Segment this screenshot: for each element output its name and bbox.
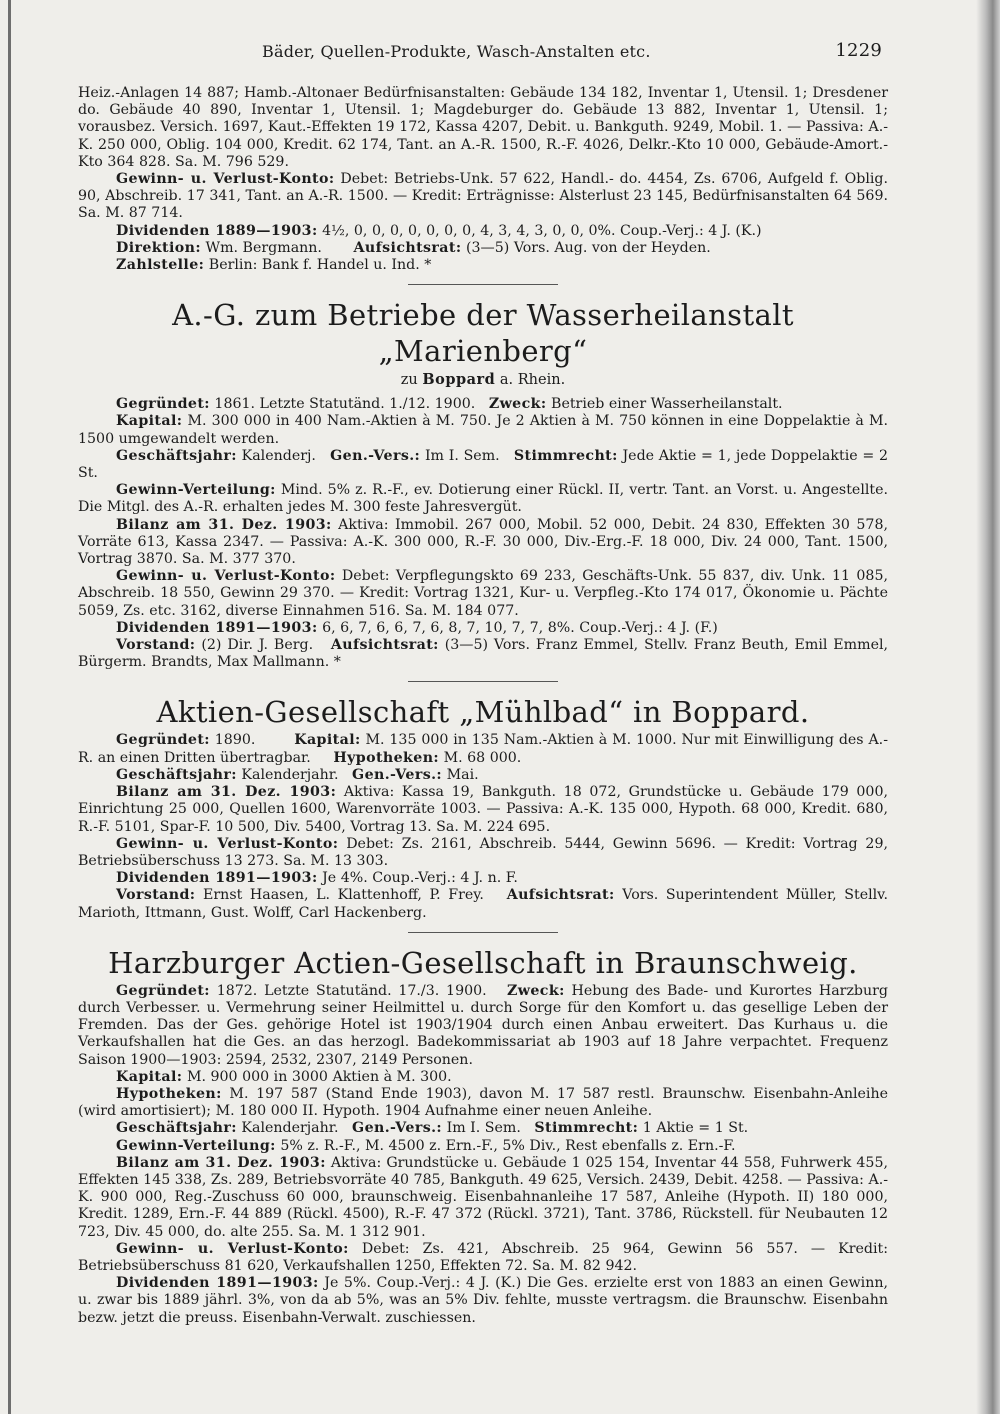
mortgages-label: Hypotheken: (333, 749, 440, 766)
dividends-label: Dividenden 1891—1903: (116, 870, 318, 887)
dividends-paragraph (78, 223, 888, 240)
location-prefix: zu (400, 372, 418, 389)
company-location (78, 371, 888, 388)
capital-text: M. 900 000 in 3000 Aktien à M. 300. (186, 1068, 452, 1085)
board-text: Ernst Haasen, L. Klattenhoff, P. Frey. (203, 887, 484, 904)
location-place: Boppard (422, 371, 496, 389)
dividends-paragraph (78, 870, 888, 887)
general-meeting-label: Gen.-Vers.: (352, 1120, 443, 1137)
supervisory-board-label: Aufsichtsrat: (506, 887, 615, 904)
profit-distribution-label: Gewinn-Verteilung: (116, 1137, 276, 1154)
purpose-text: Hebung des Bade- und Kurortes Harzburg durch Verbesser. u. Vermehrung seiner Heilmittel u. durch Sorge für den Komfort u. das gesellige Leben der Fremden. Das der Ges. gehörige Hotel ist 1903/1904 durch einen Anbau erweitert. Das Kurhaus u. die Verkaufshallen hat die Ges. an das herzogl. Badekommissariat ab 1903 auf 18 Jahre verpachtet. Frequenz Saison 1900—1903: 2594, 2532, 2307, 2149 Personen. (78, 982, 889, 1068)
fiscal-year-paragraph (78, 767, 888, 784)
voting-right-text: Jede Aktie = 1, jede Doppelaktie = 2 St. (78, 447, 889, 482)
board-paragraph (78, 637, 888, 671)
board-label: Vorstand: (116, 637, 196, 654)
general-meeting-text: Im I. Sem. (424, 447, 500, 464)
directorate-label: Direktion: (116, 239, 201, 256)
fiscal-year-paragraph (78, 448, 888, 482)
dividends-paragraph (78, 1275, 888, 1327)
paying-agent-label: Zahlstelle: (116, 257, 205, 274)
profit-distribution-paragraph (78, 1138, 888, 1155)
dividends-label: Dividenden 1889—1903: (116, 222, 318, 239)
page-body (78, 85, 888, 1327)
profit-loss-label: Gewinn- u. Verlust-Konto: (116, 568, 336, 585)
supervisory-board-text: Vors. Superintendent Müller, Stellv. Marioth, Ittmann, Gust. Wolff, Carl Hackenberg. (78, 887, 889, 921)
founded-text: 1890. (214, 732, 256, 749)
capital-label: Kapital: (116, 1068, 183, 1085)
fiscal-year-label: Geschäftsjahr: (116, 447, 237, 464)
fiscal-year-text: Kalenderjahr. (241, 1120, 339, 1137)
page-number: 1229 (835, 40, 882, 61)
entry-marienberg (78, 297, 888, 671)
entry-muehlbad (78, 694, 888, 921)
page-left-rule (8, 0, 11, 1414)
general-meeting-text: Mai. (446, 766, 479, 783)
founded-paragraph (78, 732, 888, 766)
supervisory-board-label: Aufsichtsrat: (353, 239, 462, 256)
mortgages-text: M. 197 587 (Stand Ende 1903), davon M. 17 587 restl. Braunschw. Eisenbahn-Anleihe (wird amortisiert); M. 180 000 II. Hypoth. 1904 Aufnahme einer neuen Anleihe. (78, 1085, 888, 1120)
founded-label: Gegründet: (116, 732, 210, 749)
balance-paragraph (78, 517, 888, 569)
profit-loss-paragraph (78, 836, 888, 870)
balance-label: Bilanz am 31. Dez. 1903: (116, 1154, 326, 1171)
balance-text: Aktiva: Immobil. 267 000, Mobil. 52 000, Debit. 24 830, Effekten 30 578, Vorräte 613, Kassa 2347. — Passiva: A.-K. 300 000, R.-F. 30 000, Div.-Erg.-F. 18 000, Div. 24 000, Tant. 1500, Vortrag 3870. Sa. M. 377 370. (78, 516, 888, 568)
balance-paragraph (78, 784, 888, 836)
company-title: A.-G. zum Betriebe der Wasserheilanstalt „Marienberg“ (172, 298, 794, 369)
balance-paragraph (78, 1155, 888, 1241)
profit-distribution-label: Gewinn-Verteilung: (116, 482, 276, 499)
board-paragraph (78, 887, 888, 921)
fiscal-year-label: Geschäftsjahr: (116, 766, 237, 783)
profit-distribution-text: Mind. 5% z. R.-F., ev. Dotierung einer Rückl. II, vertr. Tant. an Vorst. u. Angestellte. Die Mitgl. des A.-R. erhalten jedes M. 300 feste Jahresvergüt. (78, 482, 888, 516)
balance-label: Bilanz am 31. Dez. 1903: (116, 516, 332, 533)
supervisory-board-text: (3—5) Vors. Franz Emmel, Stellv. Franz Beuth, Emil Emmel, Bürgerm. Brandts, Max Mallmann. * (78, 637, 889, 671)
profit-loss-paragraph (78, 171, 888, 223)
company-title: Harzburger Actien-Gesellschaft in Braunschweig. (108, 945, 858, 980)
dividends-text: 4½, 0, 0, 0, 0, 0, 0, 0, 4, 3, 4, 3, 0, 0, 0%. Coup.-Verj.: 4 J. (K.) (322, 222, 762, 239)
purpose-label: Zweck: (507, 982, 565, 999)
directorate-text: Wm. Bergmann. (205, 239, 322, 256)
balance-continuation: Heiz.-Anlagen 14 887; Hamb.-Altonaer Bedürfnisanstalten: Gebäude 134 182, Inventar 1, Utensil. 1; Dresdener do. Gebäude 40 890, Inventar 1, Utensil. 1; Magdeburger do. Gebäude 13 882, Inventar 1, Utensil. 1; vorausbez. Versich. 1697, Kaut.-Effekten 19 172, Kassa 4207, Debit. u. Bankguth. 9249, Mobil. 1. — Passiva: A.-K. 250 000, Oblig. 104 000, Kredit. 62 174, Tant. an A.-R. 1500, R.-F. 4026, Delkr.-Kto 10 000, Gebäude-Amort.-Kto 364 828. Sa. M. 796 529. (78, 85, 888, 170)
dividends-text: Je 5%. Coup.-Verj.: 4 J. (K.) Die Ges. erzielte erst von 1883 an einen Gewinn, u. zwar bis 1889 jährl. 3%, von da ab 5%, was an 5% Div. fehlte, musste vertragsm. die Braunschw. Eisenbahn bezw. jetzt die preuss. Eisenbahn-Verwalt. zuschiessen. (78, 1275, 888, 1326)
profit-loss-text: Debet: Zs. 2161, Abschreib. 5444, Gewinn 5696. — Kredit: Vortrag 29, Betriebsüberschuss 13 273. Sa. M. 13 303. (78, 835, 888, 869)
balance-text: Aktiva: Kassa 19, Bankguth. 18 072, Grundstücke u. Gebäude 179 000, Einrichtung 25 000, Quellen 1600, Warenvorräte 1003. — Passiva: A.-K. 135 000, Hypoth. 68 000, Kredit. 680, R.-F. 5101, Spar-F. 10 500, Div. 5400, Vortrag 13. Sa. M. 224 695. (78, 784, 888, 835)
section-divider (408, 284, 558, 285)
capital-text: M. 135 000 in 135 Nam.-Aktien à M. 1000. Nur mit Einwilligung des A.-R. an einen Dritten übertragbar. (78, 732, 888, 766)
entry-harzburger (78, 945, 888, 1327)
page-right-edge (976, 0, 1000, 1414)
founded-text: 1861. Letzte Statutänd. 1./12. 1900. (214, 396, 476, 413)
profit-loss-label: Gewinn- u. Verlust-Konto: (116, 1240, 349, 1257)
purpose-label: Zweck: (488, 396, 547, 413)
general-meeting-label: Gen.-Vers.: (352, 766, 443, 783)
entry-continued (78, 85, 888, 274)
founded-paragraph (78, 396, 888, 413)
balance-label: Bilanz am 31. Dez. 1903: (116, 784, 337, 801)
fiscal-year-label: Geschäftsjahr: (116, 1120, 237, 1137)
dividends-text: Je 4%. Coup.-Verj.: 4 J. n. F. (322, 870, 518, 887)
board-label: Vorstand: (116, 887, 196, 904)
mortgages-paragraph (78, 1086, 888, 1120)
capital-paragraph (78, 1069, 888, 1086)
balance-text: Aktiva: Grundstücke u. Gebäude 1 025 154, Inventar 44 558, Fuhrwerk 455, Effekten 145 338, Zs. 289, Betriebsvorräte 40 785, Bankguth. 49 625, Versich. 2439, Debit. 4258. — Passiva: A.-K. 900 000, Reg.-Zuschuss 60 000, braunschweig. Eisenbahnanleihe 17 587, Anleihe (Hypoth. II) 180 000, Kredit. 1289, Ern.-F. 44 889 (Rückl. 4500), R.-F. 47 372 (Rückl. 3721), Tant. 3786, Rückstell. für Neubauten 12 723, Div. 45 000, do. alte 255. Sa. M. 1 312 901. (78, 1154, 888, 1240)
profit-loss-label: Gewinn- u. Verlust-Konto: (116, 835, 339, 852)
general-meeting-text: Im I. Sem. (446, 1120, 521, 1137)
board-text: (2) Dir. J. Berg. (201, 637, 314, 654)
voting-right-label: Stimmrecht: (534, 1120, 639, 1137)
fiscal-year-text: Kalenderj. (241, 447, 316, 464)
running-header (262, 42, 882, 68)
dividends-paragraph (78, 620, 888, 637)
general-meeting-label: Gen.-Vers.: (330, 447, 421, 464)
section-divider (408, 932, 558, 933)
running-title: Bäder, Quellen-Produkte, Wasch-Anstalten etc. (262, 42, 651, 61)
directorate-paragraph (78, 240, 888, 257)
profit-distribution-paragraph (78, 482, 888, 516)
supervisory-board-label: Aufsichtsrat: (330, 637, 439, 654)
founded-text: 1872. Letzte Statutänd. 17./3. 1900. (216, 982, 487, 999)
fiscal-year-paragraph (78, 1120, 888, 1137)
founded-paragraph (78, 983, 888, 1069)
dividends-label: Dividenden 1891—1903: (116, 1275, 319, 1292)
capital-paragraph (78, 413, 888, 447)
paying-agent-text: Berlin: Bank f. Handel u. Ind. * (208, 257, 432, 274)
profit-loss-text: Debet: Verpflegungskto 69 233, Geschäfts-Unk. 55 837, div. Unk. 11 085, Abschreib. 18 550, Gewinn 29 370. — Kredit: Vortrag 1321, Kur- u. Verpfleg.-Kto 174 017, Ökonomie u. Pächte 5059, Zs. etc. 3162, diverse Einnahmen 516. Sa. M. 184 077. (78, 568, 888, 619)
company-title: Aktien-Gesellschaft „Mühlbad“ in Boppard. (156, 695, 810, 730)
capital-label: Kapital: (294, 732, 361, 749)
capital-label: Kapital: (116, 413, 183, 430)
profit-loss-text: Debet: Zs. 421, Abschreib. 25 964, Gewinn 56 557. — Kredit: Betriebsüberschuss 81 620, Verkaufshallen 1250, Effekten 72. Sa. M. 82 942. (78, 1240, 889, 1274)
supervisory-board-text: (3—5) Vors. Aug. von der Heyden. (466, 239, 711, 256)
voting-right-text: 1 Aktie = 1 St. (642, 1120, 749, 1137)
section-divider (408, 681, 558, 682)
dividends-text: 6, 6, 7, 6, 6, 7, 6, 8, 7, 10, 7, 7, 8%. Coup.-Verj.: 4 J. (F.) (322, 619, 718, 636)
profit-loss-paragraph (78, 1241, 888, 1275)
paying-agent-paragraph (78, 257, 888, 274)
mortgages-text: M. 68 000. (443, 749, 522, 766)
mortgages-label: Hypotheken: (116, 1085, 222, 1102)
purpose-text: Betrieb einer Wasserheilanstalt. (551, 396, 783, 413)
location-suffix: a. Rhein. (499, 372, 566, 389)
founded-label: Gegründet: (116, 396, 210, 413)
profit-distribution-text: 5% z. R.-F., M. 4500 z. Ern.-F., 5% Div., Rest ebenfalls z. Ern.-F. (280, 1137, 736, 1154)
profit-loss-label: Gewinn- u. Verlust-Konto: (116, 171, 335, 188)
profit-loss-text: Debet: Betriebs-Unk. 57 622, Handl.- do. 4454, Zs. 6706, Aufgeld f. Oblig. 90, Abschreib. 17 341, Tant. an A.-R. 1500. — Kredit: Erträgnisse: Alsterlust 23 145, Bedürfnisanstalten 64 569. Sa. M. 87 714. (78, 171, 888, 222)
founded-label: Gegründet: (116, 982, 210, 999)
fiscal-year-text: Kalenderjahr. (241, 766, 339, 783)
voting-right-label: Stimmrecht: (513, 447, 618, 464)
capital-text: M. 300 000 in 400 Nam.-Aktien à M. 750. Je 2 Aktien à M. 750 können in eine Doppelaktie à M. 1500 umgewandelt werden. (78, 413, 888, 447)
dividends-label: Dividenden 1891—1903: (116, 619, 318, 636)
profit-loss-paragraph (78, 568, 888, 620)
